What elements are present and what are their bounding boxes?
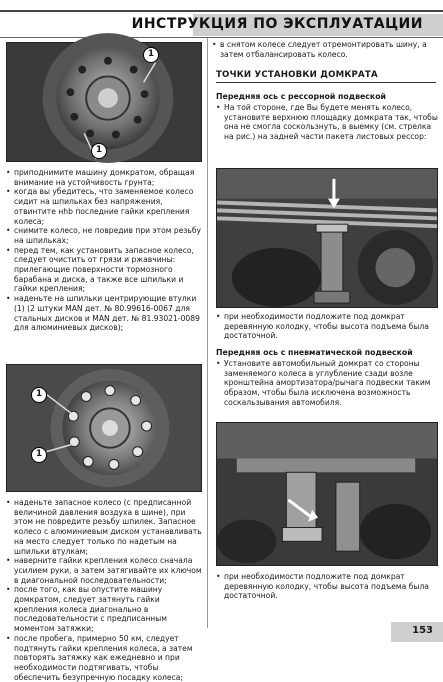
paragraph: • в снятом колесе следует отремонтировать шину, а затем отбалансировать колесо. (212, 40, 438, 59)
paragraph: • снимите колесо, не повредив при этом резьбу на шпильках; (6, 226, 204, 245)
page-number-box (391, 622, 443, 642)
callout-1: 1 (31, 447, 47, 463)
paragraph: • Установите автомобильный домкрат со стороны заменяемого колеса в углубление сзади возле кронштейна амортизатора/рычага подвески таким образом, чтобы была исключена возможность соскальзывания автомобиля. (216, 359, 438, 408)
paragraph: • перед тем, как установить запасное колесо, следует очистить от грязи и ржавчины: прилегающие поверхности тормозного барабана и диска, а также все шпильки и гайки крепления; (6, 246, 204, 295)
right-text-intro (212, 40, 438, 59)
right-text-sub2 (216, 359, 438, 408)
air-suspension-jack-photo (216, 422, 438, 566)
paragraph: • На той стороне, где Вы будете менять колесо, установите верхнюю площадку домкрата так, чтобы она не смогла соскользнуть, в выемку (см. стрелка на рис.) на задней части пакета листовых рессор: (216, 103, 438, 142)
column-divider (207, 38, 208, 628)
subheading-leaf-spring: Передняя ось с рессорной подвеской (216, 92, 387, 101)
left-text-top (6, 168, 204, 333)
right-text-note1 (216, 312, 438, 341)
wheel-hub-sleeves-photo (6, 364, 202, 492)
page-title: ИНСТРУКЦИЯ ПО ЭКСПЛУАТАЦИИ (131, 16, 423, 32)
subheading-air-suspension: Передняя ось с пневматической подвеской (216, 348, 413, 357)
section-title: ТОЧКИ УСТАНОВКИ ДОМКРАТА (216, 70, 436, 83)
paragraph: • при необходимости подложите под домкрат деревянную колодку, чтобы высота подъема была достаточной. (216, 572, 438, 601)
leaf-spring-jack-photo (216, 168, 438, 308)
left-text-bottom (6, 498, 204, 682)
callout-1: 1 (143, 47, 159, 63)
page-header (0, 10, 443, 38)
paragraph: • при необходимости подложите под домкрат деревянную колодку, чтобы высота подъема была достаточной. (216, 312, 438, 341)
paragraph: • наденьте на шпильки центрирующие втулки (1) (2 штуки MAN дет. № 80.99616-0067 для стальных дисков и MAN дет. № 81.93021-0089 для алюминиевых дисков); (6, 294, 204, 333)
page-number: 153 (412, 625, 433, 636)
paragraph: • приподнимите машину домкратом, обращая внимание на устойчивость грунта; (6, 168, 204, 187)
paragraph: • наверните гайки крепления колесо сначала усилием руки, а затем затягивайте их ключом в диагональной последовательности; (6, 556, 204, 585)
paragraph: • после пробега, примерно 50 км, следует подтянуть гайки крепления колеса, а затем повторять затяжку как ежедневно и при необходимости подтягивать, чтобы обеспечить безупречную посадку колеса; (6, 634, 204, 682)
callout-1: 1 (91, 143, 107, 159)
paragraph: • после того, как вы опустите машину домкратом, следует затянуть гайки крепления колеса диагонально в последовательности с предписанным моментом затяжки; (6, 585, 204, 634)
right-text-sub1 (216, 103, 438, 142)
callout-1: 1 (31, 387, 47, 403)
right-text-note2 (216, 572, 438, 601)
paragraph: • когда вы убедитесь, что заменяемое колесо сидит на шпильках без напряжения, отвинтите нhb последние гайки крепления колеса; (6, 187, 204, 226)
paragraph: • наденьте запасное колесо (с предписанной величиной давления воздуха в шине), при этом не повредите резьбу шпилек. Запасное колесо с алюминиевым диском устанавливать на место следует только по надетым на шпильки втулкам; (6, 498, 204, 556)
wheel-hub-photo (6, 42, 202, 162)
